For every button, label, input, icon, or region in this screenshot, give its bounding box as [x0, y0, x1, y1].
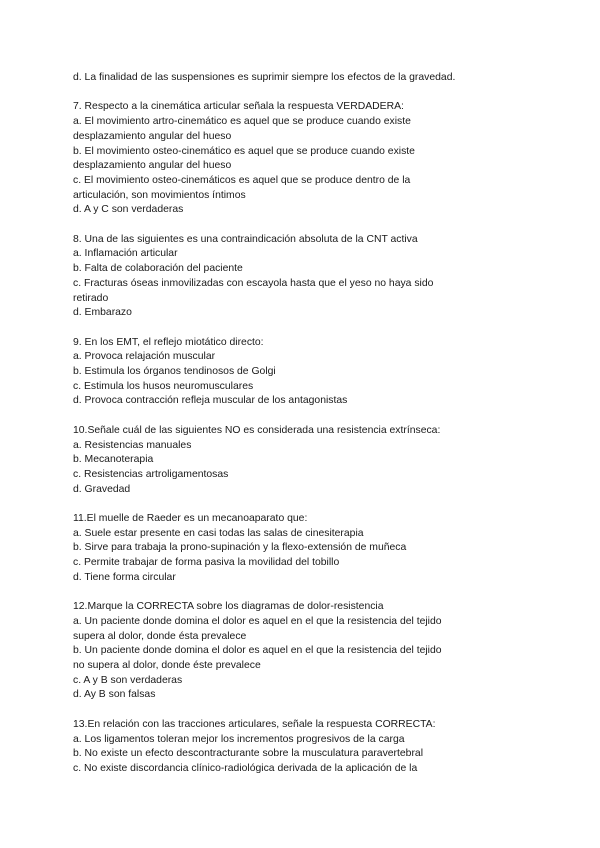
question-text: 8. Una de las siguientes es una contraindicación absoluta de la CNT activa — [73, 233, 418, 245]
answer-line: b. No existe un efecto descontracturante sobre la musculatura paravertebral — [73, 748, 424, 760]
answer-line: c. Permite trabajar de forma pasiva la movilidad del tobillo — [73, 557, 340, 569]
answer-line: c. El movimiento osteo-cinemáticos es aquel que se produce dentro de la — [73, 174, 411, 186]
question-block — [73, 71, 573, 86]
answer-line: a. Los ligamentos toleran mejor los incrementos progresivos de la carga — [73, 733, 405, 745]
answer-line: b. Mecanoterapia — [73, 454, 154, 466]
question-text: 9. En los EMT, el reflejo miotático directo: — [73, 336, 264, 348]
answer-line: d. La finalidad de las suspensiones es suprimir siempre los efectos de la gravedad. — [73, 72, 456, 83]
exam-page — [73, 71, 573, 791]
answer-line: d. Provoca contracción refleja muscular de los antagonistas — [73, 395, 348, 407]
answer-line: d. Ay B son falsas — [73, 689, 156, 701]
answer-line: b. Falta de colaboración del paciente — [73, 263, 243, 275]
answer-line: b. Sirve para trabaja la prono-supinación y la flexo-extensión de muñeca — [73, 542, 407, 554]
answer-line: c. Estimula los husos neuromusculares — [73, 380, 254, 392]
question-text: 7. Respecto a la cinemática articular señala la respuesta VERDADERA: — [73, 101, 404, 113]
answer-line: d. Gravedad — [73, 483, 131, 495]
question-block — [73, 336, 573, 410]
question-block — [73, 512, 573, 586]
answer-line: b. Un paciente donde domina el dolor es aquel en el que la resistencia del tejido — [73, 645, 442, 657]
answer-line: a. Resistencias manuales — [73, 439, 192, 451]
answer-line: retirado — [73, 292, 109, 304]
answer-line: a. Provoca relajación muscular — [73, 351, 216, 363]
answer-line: b. Estimula los órganos tendinosos de Golgi — [73, 366, 276, 378]
answer-line: supera al dolor, donde ésta prevalece — [73, 630, 247, 642]
answer-line: d. A y C son verdaderas — [73, 204, 184, 216]
answer-line: c. Resistencias artroligamentosas — [73, 468, 229, 480]
question-text: 11.El muelle de Raeder es un mecanoaparato que: — [73, 513, 308, 525]
answer-line: b. El movimiento osteo-cinemático es aquel que se produce cuando existe — [73, 145, 415, 157]
answer-line: c. A y B son verdaderas — [73, 674, 183, 686]
question-block — [73, 600, 573, 703]
answer-line: c. No existe discordancia clínico-radiológica derivada de la aplicación de la — [73, 762, 418, 774]
answer-line: desplazamiento angular del hueso — [73, 160, 232, 172]
question-text: 12.Marque la CORRECTA sobre los diagramas de dolor-resistencia — [73, 601, 384, 613]
answer-line: a. Inflamación articular — [73, 248, 178, 260]
answer-line: a. Un paciente donde domina el dolor es aquel en el que la resistencia del tejido — [73, 615, 442, 627]
answer-line: a. El movimiento artro-cinemático es aquel que se produce cuando existe — [73, 116, 411, 128]
answer-line: d. Embarazo — [73, 307, 132, 319]
question-text: 13.En relación con las tracciones articulares, señale la respuesta CORRECTA: — [73, 718, 436, 730]
answer-line: c. Fracturas óseas inmovilizadas con escayola hasta que el yeso no haya sido — [73, 277, 434, 289]
question-block — [73, 718, 573, 777]
answer-line: a. Suele estar presente en casi todas las salas de cinesiterapia — [73, 527, 364, 539]
question-text: 10.Señale cuál de las siguientes NO es considerada una resistencia extrínseca: — [73, 424, 441, 436]
question-block — [73, 424, 573, 498]
question-block — [73, 233, 573, 321]
answer-line: desplazamiento angular del hueso — [73, 130, 232, 142]
question-block — [73, 100, 573, 218]
question-list — [73, 71, 573, 777]
answer-line: articulación, son movimientos íntimos — [73, 189, 246, 201]
answer-line: d. Tiene forma circular — [73, 571, 176, 583]
answer-line: no supera al dolor, donde éste prevalece — [73, 660, 261, 672]
